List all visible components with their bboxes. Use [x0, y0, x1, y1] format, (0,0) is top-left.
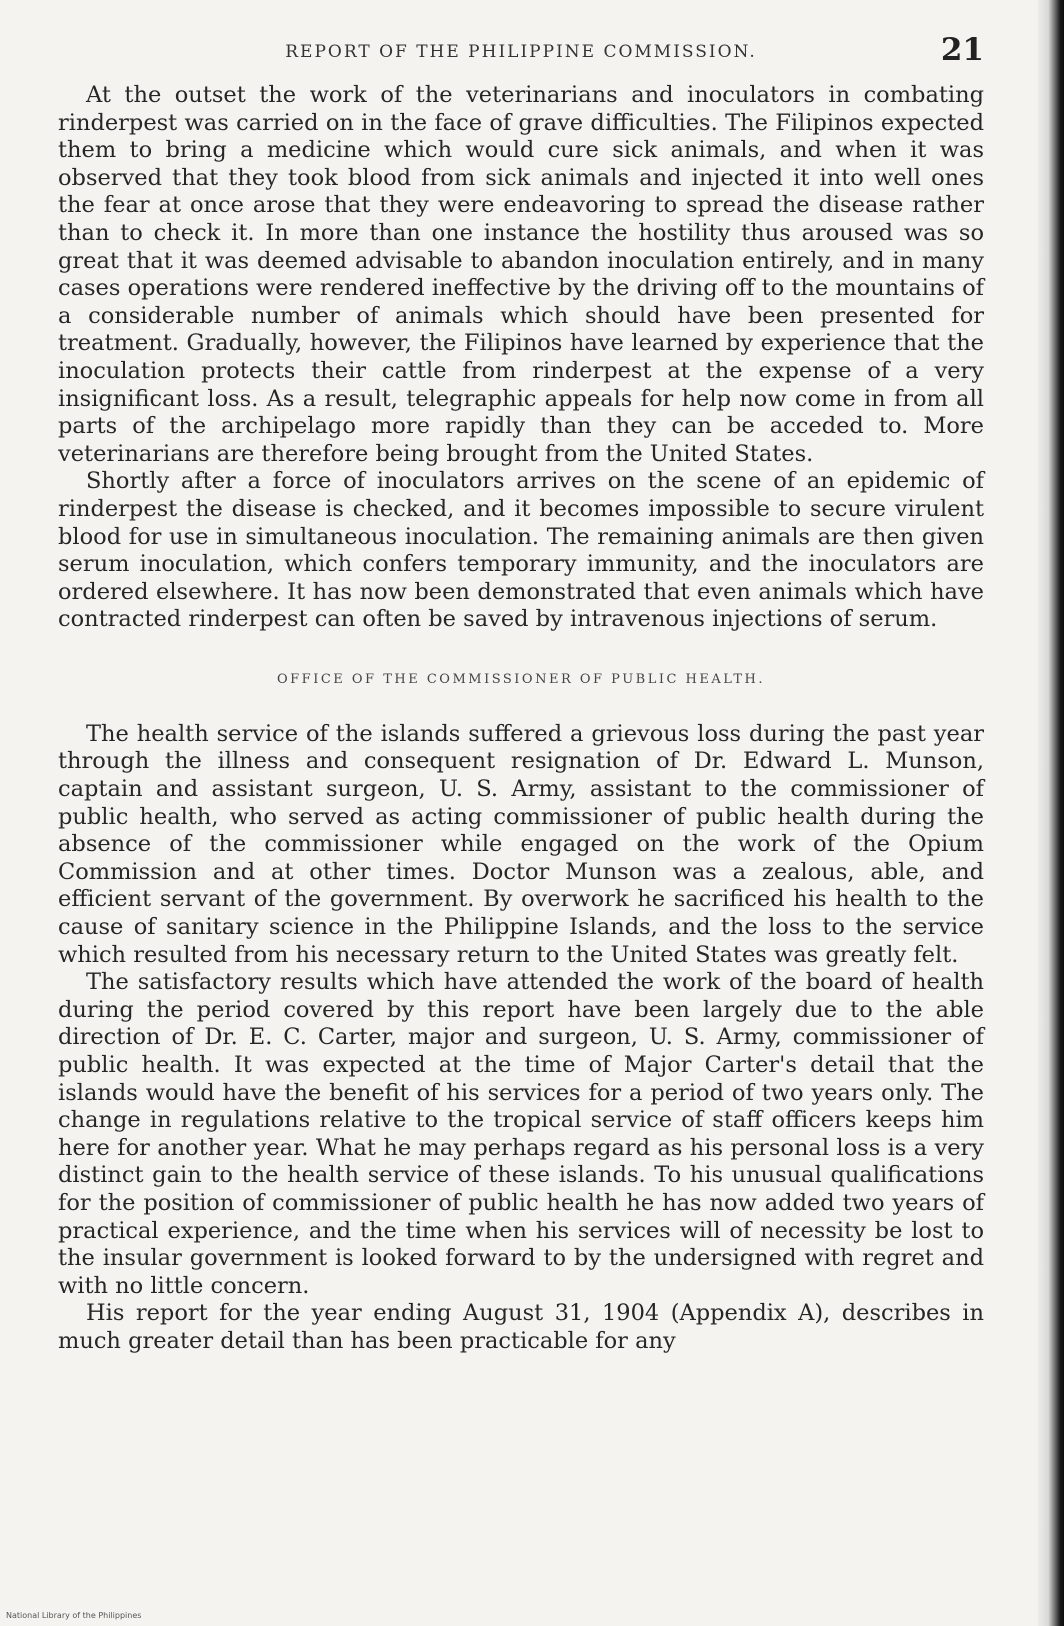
page-number: 21 [940, 32, 984, 68]
body-paragraph: The satisfactory results which have attended the work of the board of health during the period covered by this report have been largely due to the able direction of Dr. E. C. Carter, major and surgeon, U. S. Army, commissioner of public health. It was expected at the time of Major Carter's detail that the islands would have the benefit of his services for a period of two years only. The change in regulations relative to the tropical service of staff officers keeps him here for another year. What he may perhaps regard as his personal loss is a very distinct gain to the health service of these islands. To his unusual qualifications for the position of commissioner of public health he has now added two years of practical experience, and the time when his services will of necessity be lost to the insular government is looked forward to by the undersigned with regret and with no little concern. [58, 969, 984, 1299]
rinderpest-section [58, 82, 984, 634]
document-page [58, 32, 984, 1356]
body-paragraph: Shortly after a force of inoculators arrives on the scene of an epidemic of rinderpest the disease is checked, and it becomes impossible to secure virulent blood for use in simultaneous inoculation. The remaining animals are then given serum inoculation, which confers temporary immunity, and the inoculators are ordered elsewhere. It has now been demonstrated that even animals which have contracted rinderpest can often be saved by intravenous injections of serum. [58, 468, 984, 633]
public-health-section [58, 721, 984, 1356]
body-paragraph: At the outset the work of the veterinarians and inoculators in combating rinderpest was carried on in the face of grave difficulties. The Filipinos expected them to bring a medicine which would cure sick animals, and when it was observed that they took blood from sick animals and injected it into well ones the fear at once arose that they were endeavoring to spread the disease rather than to check it. In more than one instance the hostility thus aroused was so great that it was deemed advisable to abandon inoculation entirely, and in many cases operations were rendered ineffective by the driving off to the mountains of a considerable number of animals which should have been presented for treatment. Gradually, however, the Filipinos have learned by experience that the inoculation protects their cattle from rinderpest at the expense of a very insignificant loss. As a result, telegraphic appeals for help now come in from all parts of the archipelago more rapidly than they can be acceded to. More veterinarians are therefore being brought from the United States. [58, 82, 984, 467]
scan-credit: National Library of the Philippines [6, 1611, 142, 1620]
section-heading: OFFICE OF THE COMMISSIONER OF PUBLIC HEALTH. [277, 671, 765, 687]
body-paragraph: The health service of the islands suffered a grievous loss during the past year through the illness and consequent resignation of Dr. Edward L. Munson, captain and assistant surgeon, U. S. Army, assistant to the commissioner of public health, who served as acting commissioner of public health during the absence of the commissioner while engaged on the work of the Opium Commission and at other times. Doctor Munson was a zealous, able, and efficient servant of the government. By overwork he sacrificed his health to the cause of sanitary science in the Philippine Islands, and the loss to the service which resulted from his necessary return to the United States was greatly felt. [58, 720, 984, 968]
running-title: REPORT OF THE PHILIPPINE COMMISSION. [285, 42, 757, 62]
body-paragraph: His report for the year ending August 31, 1904 (Appendix A), describes in much greater detail than has been practicable for any [58, 1300, 984, 1354]
scan-edge [1038, 0, 1064, 1626]
running-header [58, 32, 984, 72]
